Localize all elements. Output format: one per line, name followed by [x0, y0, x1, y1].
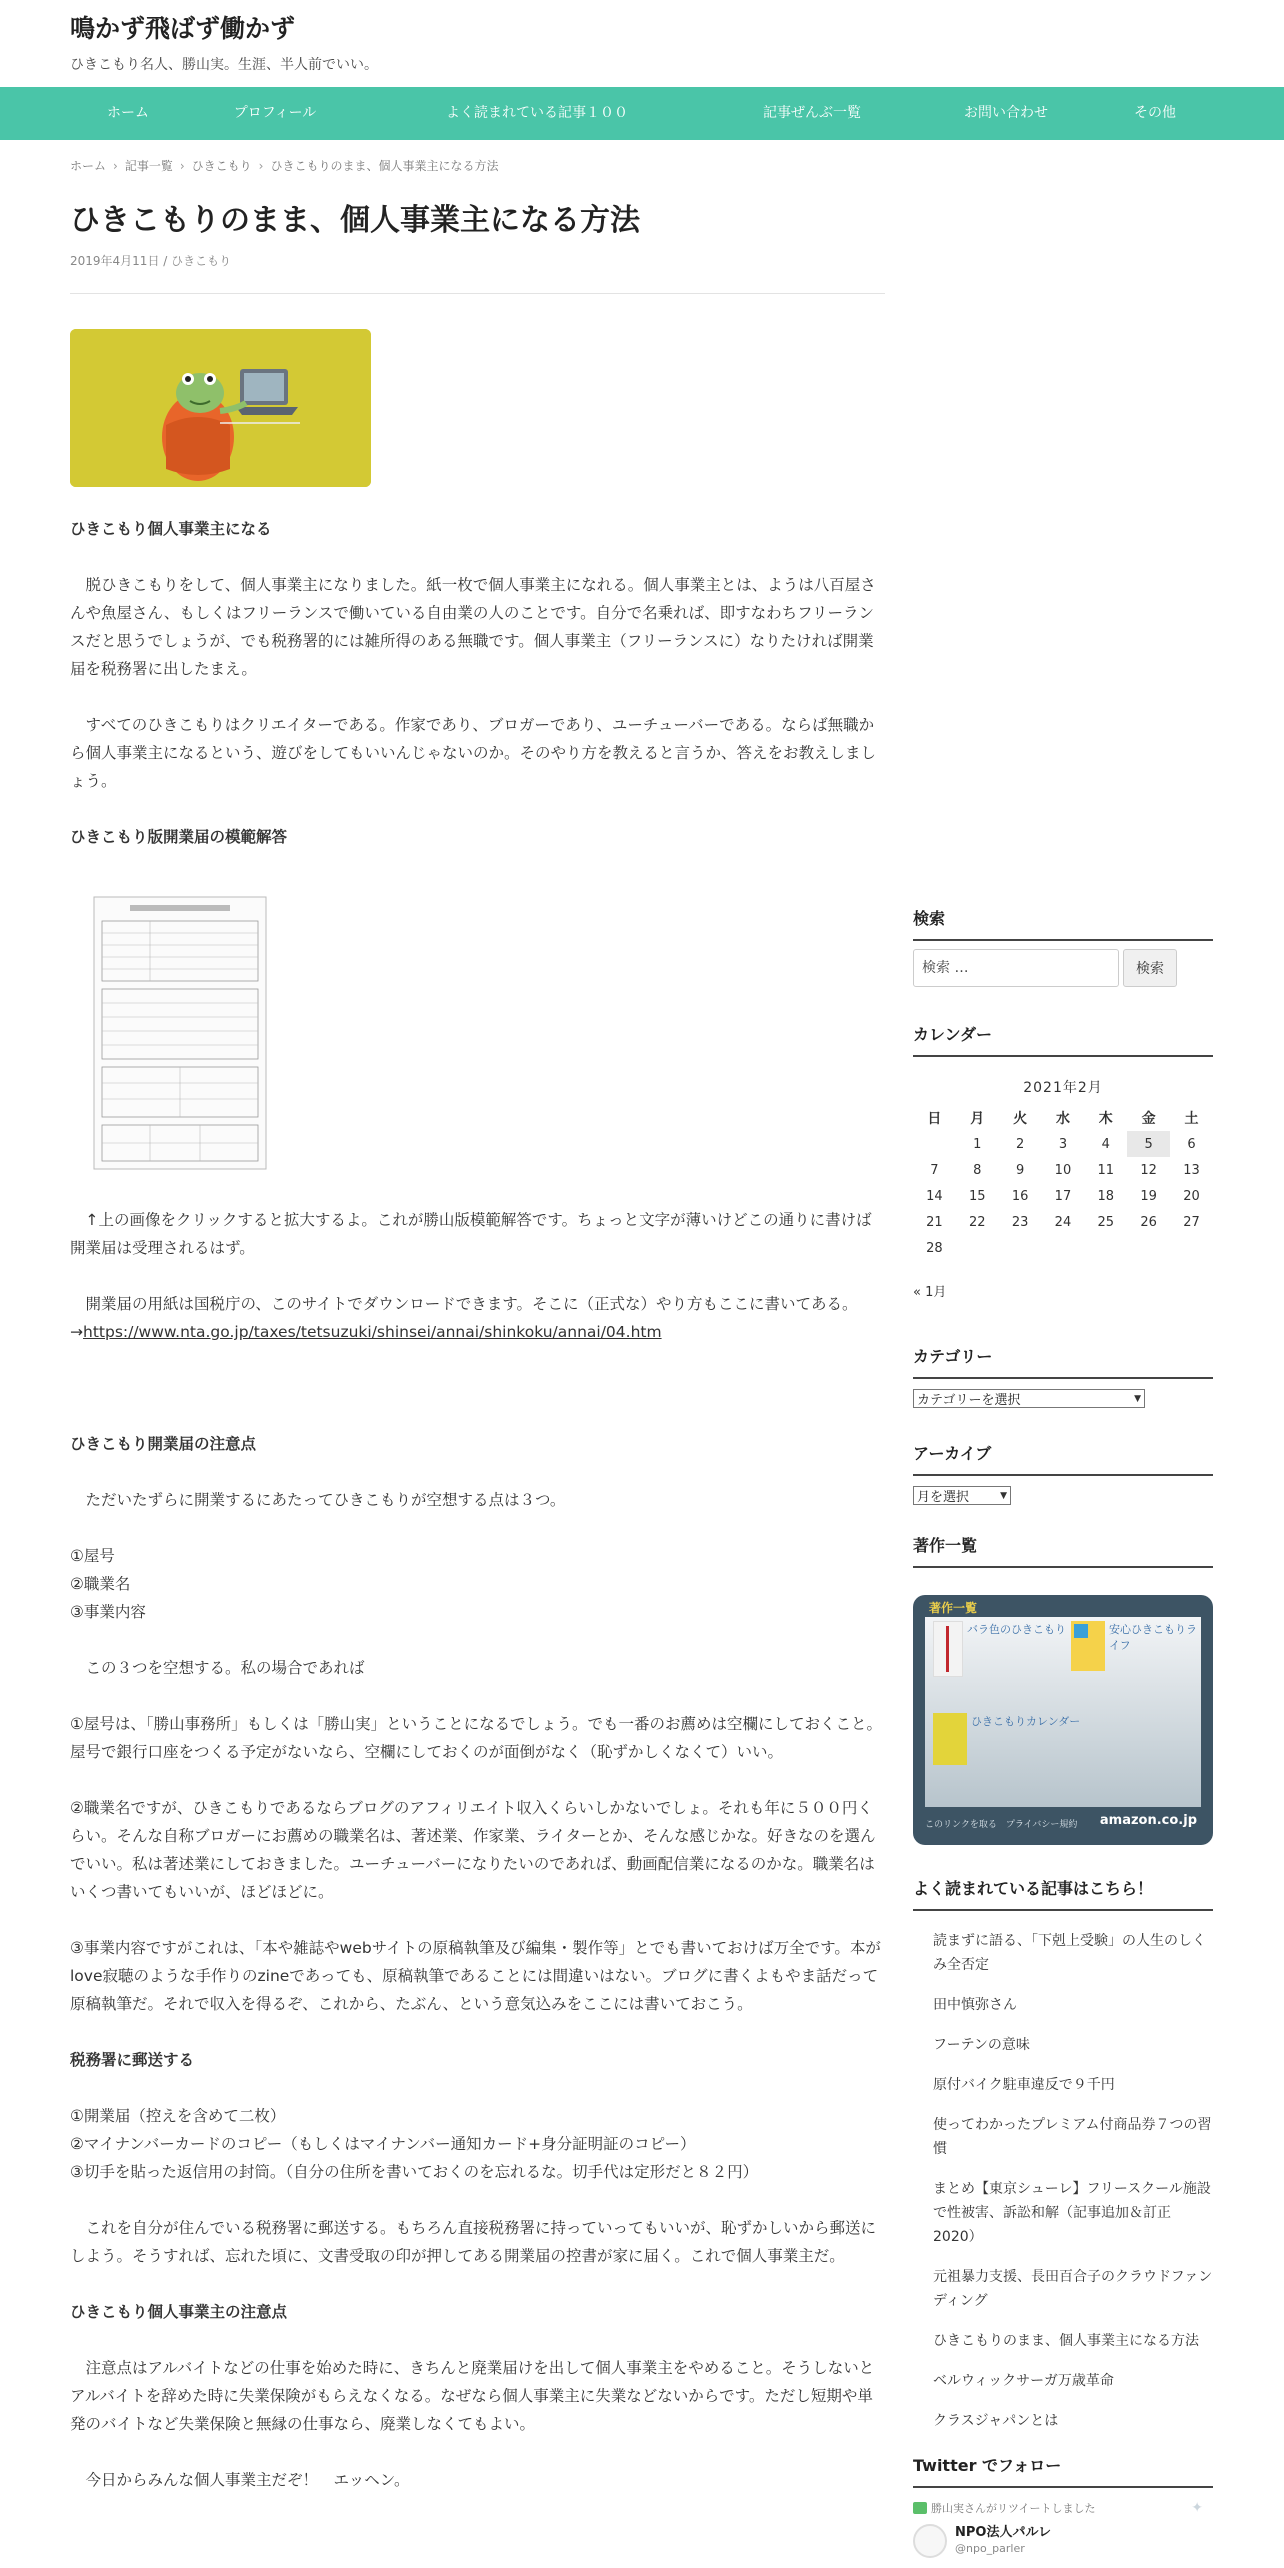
calendar-day: 5: [1127, 1131, 1170, 1157]
article-body-2: [70, 1206, 885, 2494]
chevron-down-icon: ▼: [1134, 1393, 1141, 1404]
paragraph: 今日からみんな個人事業主だぞ！ エッヘン。: [85, 2471, 410, 2489]
calendar-day: 24: [1054, 1214, 1072, 1230]
retweet-line: [913, 2500, 1213, 2516]
opening-notice-form-thumbnail: [90, 893, 270, 1173]
calendar-day: 14: [926, 1188, 943, 1204]
section-heading: 税務署に郵送する: [70, 2051, 195, 2069]
calendar-week: [913, 1209, 1213, 1235]
calendar-day: 12: [1140, 1162, 1157, 1178]
chevron-right-icon: ›: [179, 159, 185, 173]
paragraph-text: 開業届の用紙は国税庁の、このサイトでダウンロードできます。そこに（正式な）やり方もここに書いてある。→: [70, 1295, 858, 1341]
calendar-day: 17: [1054, 1188, 1072, 1204]
calendar-day: 2: [1015, 1136, 1025, 1152]
calendar-weekdays: [913, 1105, 1213, 1131]
widget-twitter: [913, 2453, 1213, 2488]
calendar-day: 7: [930, 1162, 939, 1178]
calendar-day: 25: [1097, 1214, 1115, 1230]
calendar-day: 21: [926, 1214, 943, 1230]
popular-post-link[interactable]: フーテンの意味: [933, 2037, 1030, 2053]
twitter-timeline: [913, 2500, 1213, 2568]
avatar[interactable]: [913, 2524, 947, 2558]
list-item: ③事業内容: [70, 1603, 146, 1621]
chevron-right-icon: ›: [113, 159, 118, 173]
calendar-empty-day: [913, 1131, 956, 1157]
calendar-empty-day: [1170, 1235, 1213, 1261]
book-cover[interactable]: [933, 1621, 963, 1677]
list-item: ②職業名: [70, 1575, 131, 1593]
tweet-author-handle: @npo_parler: [955, 2542, 1025, 2555]
paragraph: これを自分が住んでいる税務署に郵送する。もちろん直接税務署に持っていってもいいが、恥ずかしいから郵送にしよう。そうすれば、忘れた頃に、文書受取の印が押してある開業届の控書が家に届く。これで個人事業主だ。: [70, 2219, 877, 2265]
site-description: ひきこもり名人、勝山実。生涯、半人前でいい。: [70, 57, 378, 73]
calendar-day: 16: [1011, 1188, 1029, 1204]
tweet-author-display-name: NPO法人パルレ: [955, 2525, 1052, 2540]
calendar-weekday: 火: [1013, 1111, 1028, 1127]
paragraph: [70, 1290, 885, 1346]
search-button[interactable]: 検索: [1123, 949, 1177, 987]
calendar-week: [913, 1183, 1213, 1209]
calendar-weekday: 日: [927, 1111, 942, 1127]
popular-post-link[interactable]: ひきこもりのまま、個人事業主になる方法: [933, 2333, 1199, 2349]
nta-link[interactable]: https://www.nta.go.jp/taxes/tetsuzuki/shinsei/annai/shinkoku/annai/04.htm: [83, 1323, 662, 1341]
list-item: ③切手を貼った返信用の封筒。（自分の住所を書いておくのを忘れるな。切手代は定形だと８２円）: [70, 2163, 759, 2181]
archive-select[interactable]: [913, 1486, 1011, 1505]
calendar-day: 9: [1015, 1162, 1025, 1178]
breadcrumb-category[interactable]: ひきこもり: [191, 159, 252, 173]
paragraph: すべてのひきこもりはクリエイターである。作家であり、ブロガーであり、ユーチューバーである。ならば無職から個人事業主になるという、遊びをしてもいいんじゃないのか。そのやり方を教えると言うか、答えをお教えしましょう。: [70, 716, 877, 790]
calendar-week: [913, 1235, 1213, 1261]
book-cover[interactable]: [933, 1713, 967, 1765]
nav-item-profile[interactable]: プロフィール: [233, 105, 317, 121]
calendar-day: 6: [1187, 1136, 1196, 1152]
calendar-day: 22: [968, 1214, 986, 1230]
popular-post-link[interactable]: 田中慎弥さん: [933, 1997, 1017, 2013]
post-meta: [70, 252, 885, 269]
amazon-books-widget: [913, 1595, 1213, 1845]
calendar-day: 18: [1097, 1188, 1115, 1204]
paragraph: 脱ひきこもりをして、個人事業主になりました。紙一枚で個人事業主になれる。個人事業主とは、ようは八百屋さんや魚屋さん、もしくはフリーランスで働いている自由業の人のことです。自分で名乗れば、即すなわちフリーランスだと思うでしょうが、でも税務署的には雑所得のある無職です。個人事業主（フリーランスに）なりたければ開業届を税務署に出したまえ。: [70, 576, 876, 678]
calendar-table: [913, 1105, 1213, 1261]
paragraph: ↑上の画像をクリックすると拡大するよ。これが勝山版模範解答です。ちょっと文字が薄いけどこの通りに書けば開業届は受理されるはず。: [70, 1211, 872, 1257]
paragraph: この３つを空想する。私の場合であれば: [85, 1659, 365, 1677]
calendar-weekday: 月: [970, 1111, 985, 1127]
calendar-day: 20: [1183, 1188, 1200, 1204]
section-heading: ひきこもり個人事業主になる: [70, 520, 272, 538]
twitter-bird-icon[interactable]: ✦: [1191, 2500, 1203, 2516]
calendar-days: [913, 1131, 1213, 1261]
book-cover-stripe: [946, 1626, 949, 1672]
meta-separator: /: [159, 254, 172, 268]
site-title[interactable]: 鳴かず飛ばず働かず: [70, 14, 296, 43]
books-footer[interactable]: このリンクを取る プライバシー規約: [925, 1820, 1078, 1830]
amazon-logo[interactable]: amazon.co.jp: [1099, 1813, 1197, 1828]
calendar-day: 26: [1140, 1214, 1157, 1230]
popular-post-link[interactable]: まとめ【東京シューレ】フリースクール施設で性被害、訴訟和解（記事追加＆訂正2020）: [933, 2181, 1211, 2245]
chevron-down-icon: ▼: [1000, 1490, 1007, 1501]
category-select[interactable]: [913, 1389, 1145, 1408]
retweet-text: 勝山実さんがリツイートしました: [931, 2502, 1096, 2515]
frog-with-laptop-illustration: [70, 329, 371, 487]
list-item: ①開業届（控えを含めて二枚）: [70, 2107, 286, 2125]
popular-post-link[interactable]: 使ってわかったプレミアム付商品券７つの習慣: [933, 2117, 1212, 2157]
chevron-right-icon: ›: [258, 159, 264, 173]
search-input[interactable]: [913, 949, 1119, 987]
widget-title: 検索: [913, 906, 1213, 941]
widget-categories: [913, 1344, 1213, 1408]
books-widget-label: 著作一覧: [929, 1601, 978, 1615]
popular-post-link[interactable]: クラスジャパンとは: [933, 2413, 1059, 2429]
calendar-caption: 2021年2月: [1023, 1080, 1103, 1096]
calendar-day: 28: [926, 1240, 943, 1256]
widget-popular-posts: [913, 1876, 1213, 2441]
popular-post-link[interactable]: 原付バイク駐車違反で９千円: [933, 2077, 1115, 2093]
article-body-1: [70, 515, 885, 851]
breadcrumb: [70, 157, 499, 174]
calendar-empty-day: [956, 1235, 999, 1261]
post-date: 2019年4月11日: [70, 254, 160, 268]
section-heading: ひきこもり版開業届の模範解答: [70, 828, 288, 846]
calendar-empty-day: [999, 1235, 1042, 1261]
book-cover-art: [1074, 1624, 1088, 1638]
select-value: 月を選択: [917, 1490, 970, 1505]
calendar-weekday: 水: [1055, 1111, 1070, 1127]
widget-title: 著作一覧: [913, 1533, 1213, 1568]
calendar-empty-day: [1084, 1235, 1127, 1261]
breadcrumb-list[interactable]: 記事一覧: [124, 159, 173, 173]
section-heading: ひきこもり開業届の注意点: [70, 1435, 257, 1453]
calendar-empty-day: [1127, 1235, 1170, 1261]
calendar-day: 3: [1058, 1136, 1068, 1152]
list-item: ②マイナンバーカードのコピー（もしくはマイナンバー通知カード+身分証明証のコピー）: [70, 2135, 696, 2153]
calendar-day: 8: [973, 1162, 982, 1178]
main-nav: [0, 87, 1284, 140]
list-item: ①屋号: [70, 1547, 115, 1565]
nav-item-other[interactable]: その他: [1134, 105, 1176, 121]
calendar-prev-month[interactable]: « 1月: [913, 1285, 947, 1300]
calendar-day: 10: [1054, 1162, 1072, 1178]
section-heading: ひきこもり個人事業主の注意点: [70, 2303, 288, 2321]
calendar-day: 23: [1011, 1214, 1029, 1230]
paragraph: 注意点はアルバイトなどの仕事を始めた時に、きちんと廃業届けを出して個人事業主をやめること。そうしないとアルバイトを辞めた時に失業保険がもらえなくなる。なぜなら個人事業主に失業などないからです。ただし短期や単発のバイトなど失業保険と無縁の仕事なら、廃業しなくてもよい。: [70, 2359, 875, 2433]
widget-books: [913, 1533, 1213, 1568]
nav-item-home[interactable]: ホーム: [107, 105, 149, 121]
post-category-link[interactable]: ひきこもり: [171, 254, 232, 268]
calendar-day: 11: [1097, 1162, 1115, 1178]
calendar-weekday: 金: [1141, 1111, 1156, 1127]
popular-post-link[interactable]: 読まずに語る、「下剋上受験」の人生のしくみ全否定: [933, 1933, 1206, 1973]
calendar-day: 19: [1140, 1188, 1157, 1204]
book-link[interactable]: バラ色のひきこもり: [967, 1623, 1066, 1636]
paragraph: ただいたずらに開業するにあたってひきこもりが空想する点は３つ。: [85, 1491, 566, 1509]
book-cover[interactable]: [1071, 1621, 1105, 1671]
popular-posts-list: [913, 1921, 1213, 2441]
tweet-author[interactable]: [913, 2524, 1213, 2558]
nav-item-all-posts[interactable]: 記事ぜんぶ一覧: [763, 105, 861, 121]
nav-item-popular100[interactable]: よく読まれている記事１００: [446, 105, 628, 121]
paragraph: ①屋号は、「勝山事務所」もしくは「勝山実」ということになるでしょう。でも一番のお薦めは空欄にしておくこと。屋号で銀行口座をつくる予定がないなら、空欄にしておくのが面倒がなく（恥ずかしくなくて）いい。: [70, 1715, 882, 1761]
nav-item-contact[interactable]: お問い合わせ: [964, 105, 1048, 121]
calendar-day: 15: [968, 1188, 986, 1204]
calendar-week: [913, 1157, 1213, 1183]
tax-form-image[interactable]: [90, 893, 270, 1173]
divider: [70, 293, 885, 294]
widget-search: [913, 906, 1213, 987]
widget-title: アーカイブ: [913, 1441, 1213, 1476]
book-link[interactable]: ひきこもりカレンダー: [971, 1715, 1081, 1728]
hero-image: [70, 329, 371, 487]
breadcrumb-home[interactable]: ホーム: [70, 159, 107, 173]
calendar-day: 27: [1183, 1214, 1200, 1230]
calendar-week: [913, 1131, 1213, 1157]
popular-post-link[interactable]: 元祖暴力支援、長田百合子のクラウドファンディング: [933, 2269, 1213, 2309]
calendar-day: 13: [1183, 1162, 1200, 1178]
paragraph: ③事業内容ですがこれは、「本や雑誌やwebサイトの原稿執筆及び編集・製作等」とでも書いておけば万全です。本がlove寂聴のような手作りのzineであっても、原稿執筆であることには間違いはない。ブログに書くよもやま話だって原稿執筆だ。それで収入を得るぞ、これから、たぶん、という意気込みをここには書いておこう。: [70, 1939, 881, 2013]
widget-title: カレンダー: [913, 1022, 1213, 1057]
widget-title: カテゴリー: [913, 1344, 1213, 1379]
item-list: [70, 1542, 885, 1626]
books-panel: [925, 1617, 1201, 1807]
paragraph: ②職業名ですが、ひきこもりであるならブログのアフィリエイト収入くらいしかないでしょ。それも年に５００円くらい。そんな自称ブロガーにお薦めの職業名は、著述業、作家業、ライターとか、そんな感じかな。好きなのを選んでいい。私は著述業にしておきました。ユーチューバーになりたいのであれば、動画配信業になるのかな。職業名はいくつ書いてもいいが、ほどほどに。: [70, 1799, 876, 1901]
calendar-day: 4: [1101, 1136, 1110, 1152]
calendar-day: 1: [973, 1136, 982, 1152]
post-title: ひきこもりのまま、個人事業主になる方法: [70, 203, 640, 238]
calendar-weekday: 木: [1098, 1111, 1113, 1127]
calendar-weekday: 土: [1184, 1111, 1199, 1127]
site-header: [70, 12, 1220, 74]
search-form: [913, 949, 1213, 987]
calendar-empty-day: [1042, 1235, 1085, 1261]
item-list: [70, 2102, 885, 2186]
widget-title: よく読まれている記事はこちら！: [913, 1876, 1213, 1911]
widget-title: Twitter でフォロー: [913, 2453, 1213, 2488]
book-link[interactable]: 安心ひきこもりライフ: [1109, 1623, 1197, 1652]
popular-post-link[interactable]: ベルウィックサーガ万歳革命: [933, 2373, 1114, 2389]
tweet-author-name: [955, 2525, 1051, 2557]
widget-calendar: [913, 1022, 1213, 1300]
post-header: [70, 198, 885, 294]
breadcrumb-current: ひきこもりのまま、個人事業主になる方法: [270, 159, 499, 173]
widget-archives: [913, 1441, 1213, 1505]
retweet-icon: [913, 2502, 927, 2514]
select-value: カテゴリーを選択: [917, 1393, 1021, 1408]
